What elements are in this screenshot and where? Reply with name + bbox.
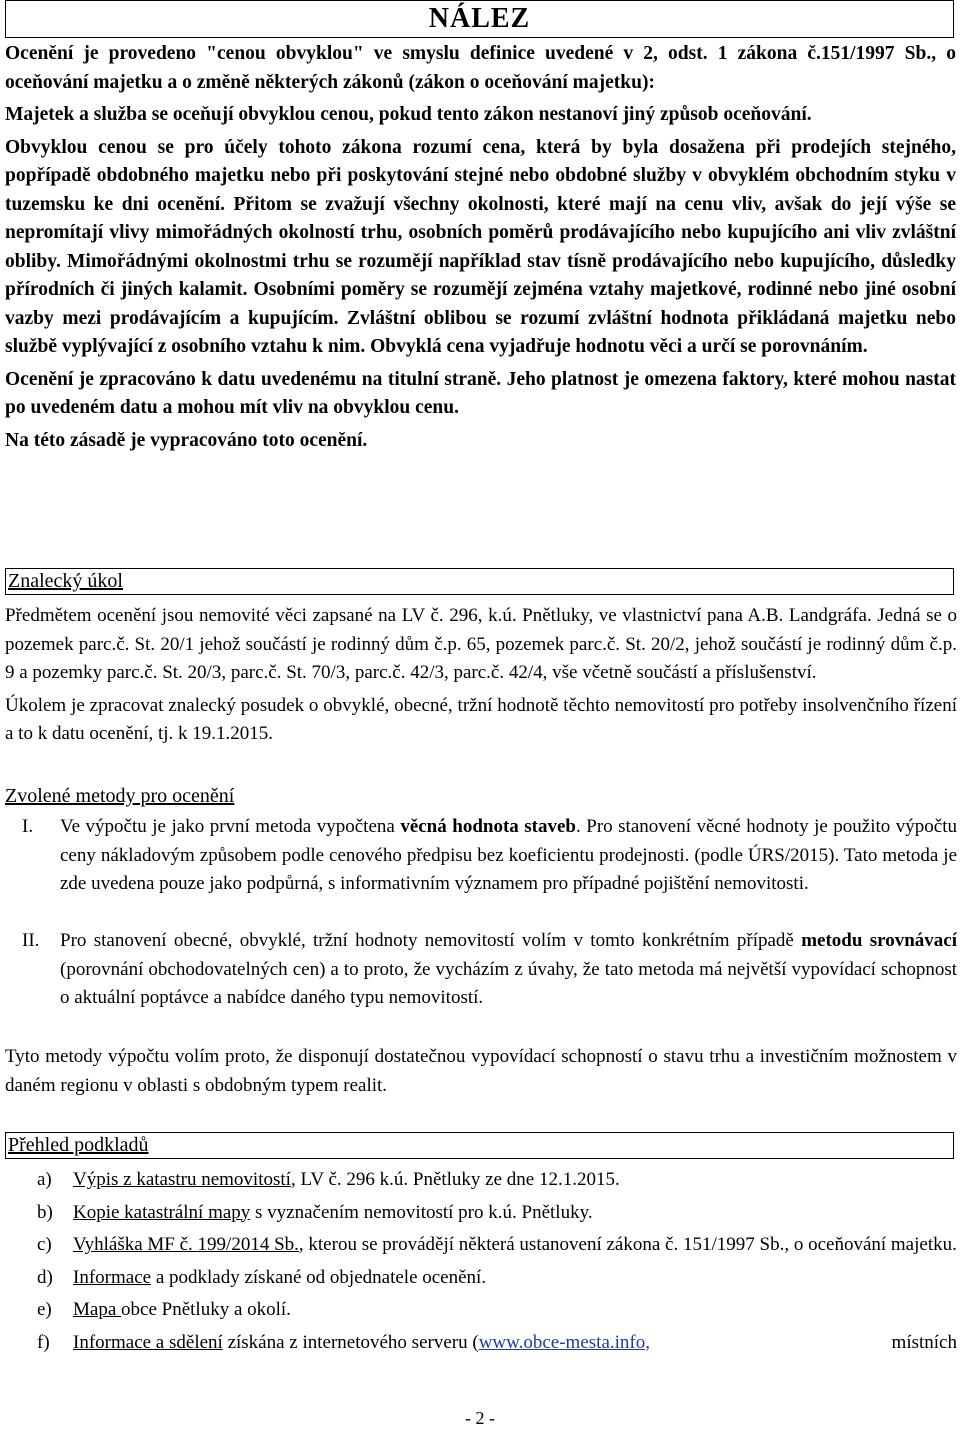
list-item-label: c) bbox=[37, 1234, 52, 1255]
sources-heading: Přehled podkladů bbox=[8, 1134, 149, 1156]
source-link-map[interactable]: Mapa bbox=[73, 1299, 122, 1320]
method-1-text-end: . Pro stanovení věcné hodnoty je použito výpočtu ceny nákladovým způsobem podle cenového předpisu bez koeficientu prodejnosti. (podle ÚRS/2015). Tato metoda je zde uvedena pouze jako podpůrná, s informativním významem pro případné pojištění nemovitosti. bbox=[60, 816, 957, 894]
list-item bbox=[5, 1231, 957, 1260]
method-1-text: Ve výpočtu je jako první metoda vypočtena bbox=[60, 816, 401, 837]
method-2-text: Pro stanovení obecné, obvyklé, tržní hodnoty nemovitostí volím v tomto konkrétním případě bbox=[60, 930, 802, 951]
method-1 bbox=[5, 813, 957, 899]
list-item bbox=[5, 1199, 957, 1228]
intro-paragraph-2: Majetek a služba se oceňují obvyklou cenou, pokud tento zákon nestanoví jiný způsob oceňování. bbox=[5, 104, 812, 125]
source-link-information[interactable]: Informace bbox=[73, 1266, 152, 1288]
list-item-text: a podklady získané od objednatele ocenění. bbox=[151, 1266, 487, 1288]
list-item-text: s vyznačením nemovitostí pro k.ú. Pnětluky. bbox=[250, 1201, 593, 1223]
list-item-label: b) bbox=[37, 1201, 53, 1223]
list-item-text-tail: místních bbox=[891, 1331, 957, 1353]
source-link-decree[interactable]: Vyhláška MF č. 199/2014 Sb. bbox=[73, 1234, 299, 1255]
list-item-text: , kterou se provádějí některá ustanovení zákona č. 151/1997 Sb., o oceňování majetku. bbox=[298, 1234, 957, 1255]
page-title: NÁLEZ bbox=[428, 3, 531, 34]
method-2-text-end: (porovnání obchodovatelných cen) a to proto, že vycházím z úvahy, že tato metoda má největší vypovídací schopnost o aktuální poptávce a nabídce daného typu nemovitostí. bbox=[60, 958, 957, 1008]
list-item bbox=[5, 1296, 957, 1325]
list-item bbox=[5, 1329, 957, 1358]
task-heading-box bbox=[5, 568, 954, 595]
sources-list bbox=[5, 1166, 957, 1361]
list-item bbox=[5, 1264, 957, 1293]
list-item-label: d) bbox=[37, 1266, 53, 1288]
source-link-info-and-messages[interactable]: Informace a sdělení bbox=[73, 1331, 223, 1353]
methods-heading: Zvolené metody pro ocenění bbox=[5, 785, 235, 807]
list-item-text: , LV č. 296 k.ú. Pnětluky ze dne 12.1.2015. bbox=[290, 1169, 620, 1190]
method-1-number: I. bbox=[22, 816, 34, 837]
intro-paragraph-5: Na této zásadě je vypracováno toto ocenění. bbox=[5, 429, 368, 451]
method-2-bold: metodu srovnávací bbox=[801, 930, 957, 951]
list-item-label: a) bbox=[37, 1169, 52, 1190]
method-1-bold: věcná hodnota staveb bbox=[400, 816, 577, 837]
list-item-label: e) bbox=[37, 1299, 52, 1320]
method-2 bbox=[5, 927, 957, 1013]
intro-paragraph-3: Obvyklou cenou se pro účely tohoto zákona rozumí cena, která by byla dosažena při prodejích stejného, popřípadě obdobného majetku nebo při poskytování stejné nebo obdobné služby v obvyklém obchodním styku v tuzemsku ke dni ocenění. Přitom se zvažují všechny okolnosti, které mají na cenu vliv, avšak do její výše se nepromítají vlivy mimořádných okolností trhu, osobních poměrů prodávajícího nebo kupujícího ani vliv zvláštní obliby. Mimořádnými okolnostmi trhu se rozumějí například stav tísně prodávajícího nebo kupujícího, důsledky přírodních či jiných kalamit. Osobními poměry se rozumějí zejména vztahy majetkové, rodinné nebo jiné osobní vazby mezi prodávajícím a kupujícím. Zvláštní oblibou se rozumí zvláštní hodnota přikládaná majetku nebo službě vyplývající z osobního vztahu k nim. Obvyklá cena vyjadřuje hodnotu věci a určí se porovnáním. bbox=[5, 136, 956, 357]
task-section bbox=[5, 602, 957, 749]
task-paragraph-1: Předmětem ocenění jsou nemovité věci zapsané na LV č. 296, k.ú. Pnětluky, ve vlastnictví pana A.B. Landgráfa. Jedná se o pozemek parc.č. St. 20/1 jehož součástí je rodinný dům č.p. 65, pozemek parc.č. St. 20/2, jehož součástí je rodinný dům č.p. 9 a pozemky parc.č. St. 20/3, parc.č. St. 70/3, parc.č. 42/3, parc.č. 42/4, vše včetně součástí a příslušenství. bbox=[5, 605, 957, 683]
task-heading: Znalecký úkol bbox=[8, 570, 123, 592]
intro-paragraph-1: Ocenění je provedeno "cenou obvyklou" ve smyslu definice uvedené v 2, odst. 1 zákona č.151/1997 Sb., o oceňování majetku a o změně některých zákonů (zákon o oceňování majetku): bbox=[5, 43, 956, 93]
sources-heading-box bbox=[5, 1132, 954, 1159]
methods-summary: Tyto metody výpočtu volím proto, že disponují dostatečnou vypovídací schopností o stavu trhu a investičním možnostem v daném regionu v oblasti s obdobným typem realit. bbox=[5, 1046, 957, 1096]
method-2-number: II. bbox=[22, 930, 40, 951]
list-item-text: obce Pnětluky a okolí. bbox=[121, 1299, 291, 1320]
web-server-link[interactable]: www.obce-mesta.info, bbox=[478, 1331, 650, 1353]
valuation-definition bbox=[5, 40, 956, 455]
task-paragraph-2: Úkolem je zpracovat znalecký posudek o obvyklé, obecné, tržní hodnotě těchto nemovitostí pro potřeby insolvenčního řízení a to k datu ocenění, tj. k 19.1.2015. bbox=[5, 694, 957, 744]
list-item-text: získána z internetového serveru ( bbox=[222, 1331, 479, 1353]
source-link-map-copy[interactable]: Kopie katastrální mapy bbox=[73, 1201, 251, 1223]
list-item bbox=[5, 1166, 957, 1195]
source-link-cadastre[interactable]: Výpis z katastru nemovitostí bbox=[73, 1169, 291, 1190]
title-box bbox=[5, 0, 954, 38]
methods-summary-block bbox=[5, 1043, 957, 1100]
page-number: - 2 - bbox=[465, 1408, 495, 1428]
list-item-label: f) bbox=[37, 1331, 50, 1353]
intro-paragraph-4: Ocenění je zpracováno k datu uvedenému na titulní straně. Jeho platnost je omezena faktory, které mohou nastat po uvedeném datu a mohou mít vliv na obvyklou cenu. bbox=[5, 368, 956, 418]
